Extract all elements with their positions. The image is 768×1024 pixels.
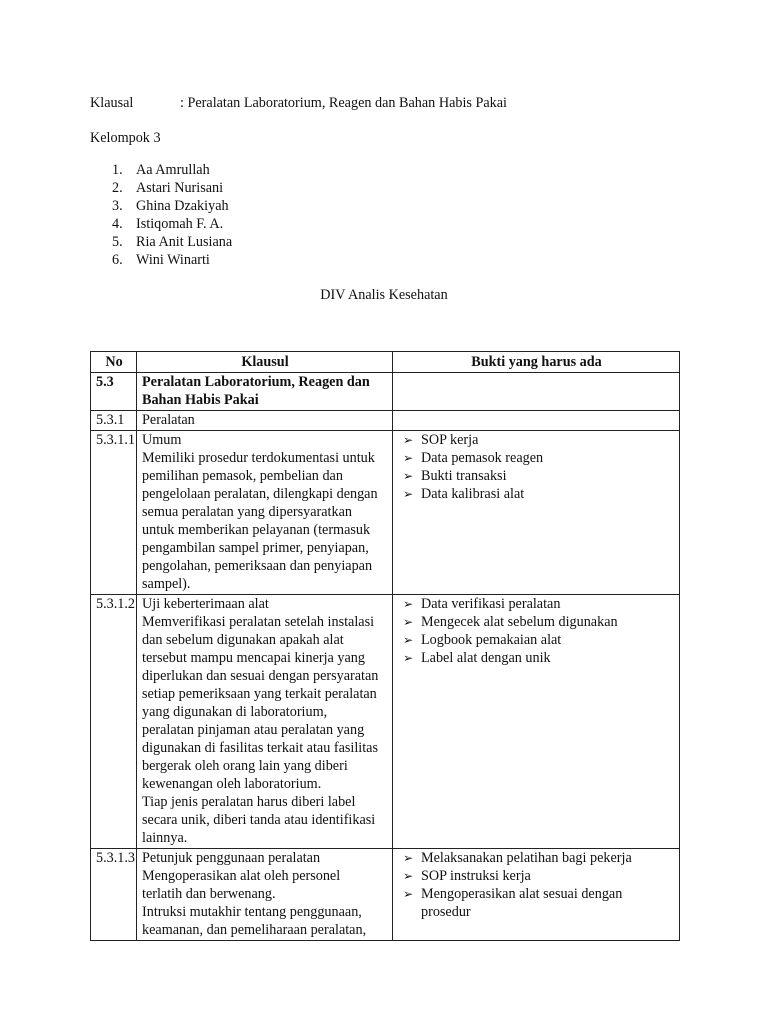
evidence-item: ➢ Mengoperasikan alat sesuai dengan prosedur [398, 885, 675, 921]
list-number: 5. [112, 234, 123, 250]
clause-number: 5.3 [91, 373, 137, 411]
evidence-item: ➢ Data verifikasi peralatan [398, 595, 675, 613]
clause-number: 5.3.1.1 [91, 431, 137, 595]
group-title: Kelompok 3 [90, 130, 161, 146]
table-row [91, 595, 680, 849]
clause-text: Peralatan Laboratorium, Reagen dan Bahan Habis Pakai [137, 373, 393, 411]
member-name: Astari Nurisani [136, 180, 224, 196]
evidence-cell [393, 849, 680, 941]
clause-text: Uji keberterimaan alat Memverifikasi peralatan setelah instalasi dan sebelum digunakan apakah alat tersebut mampu mencapai kinerja yang diperlukan dan sesuai dengan persyaratan setiap pemeriksaan yang terkait peralatan yang digunakan di laboratorium, peralatan pinjaman atau peralatan yang digunakan di fasilitas terkait atau fasilitas bergerak oleh orang lain yang diberi kewenangan oleh laboratorium. Tiap jenis peralatan harus diberi label secara unik, diberi tanda atau identifikasi lainnya. [137, 595, 393, 849]
evidence-item: ➢ Bukti transaksi [398, 467, 675, 485]
evidence-item: ➢ SOP instruksi kerja [398, 867, 675, 885]
klausal-value: : Peralatan Laboratorium, Reagen dan Bahan Habis Pakai [180, 95, 507, 111]
clause-number: 5.3.1 [91, 411, 137, 431]
list-item [112, 161, 232, 179]
clause-number: 5.3.1.3 [91, 849, 137, 941]
member-name: Ghina Dzakiyah [136, 198, 229, 214]
evidence-list [398, 849, 675, 921]
list-item [112, 197, 232, 215]
table-row [91, 373, 680, 411]
member-name: Ria Anit Lusiana [136, 234, 233, 250]
evidence-item: ➢ Mengecek alat sebelum digunakan [398, 613, 675, 631]
klausal-label: Klausal [90, 95, 134, 111]
evidence-item: ➢ Data kalibrasi alat [398, 485, 675, 503]
list-number: 3. [112, 198, 123, 214]
list-item [112, 179, 232, 197]
clause-text: Petunjuk penggunaan peralatan Mengoperasikan alat oleh personel terlatih dan berwenang. Intruksi mutakhir tentang penggunaan, keamanan, dan pemeliharaan peralatan, [137, 849, 393, 941]
table-header-row [91, 352, 680, 373]
list-number: 2. [112, 180, 123, 196]
clause-text: Peralatan [137, 411, 393, 431]
list-item [112, 215, 232, 233]
clause-table [90, 351, 680, 941]
evidence-cell [393, 431, 680, 595]
list-item [112, 251, 232, 269]
evidence-cell [393, 595, 680, 849]
evidence-list [398, 595, 675, 667]
member-list [112, 161, 232, 269]
list-number: 6. [112, 252, 123, 268]
list-item [112, 233, 232, 251]
member-name: Wini Winarti [136, 252, 210, 268]
evidence-item: ➢ Data pemasok reagen [398, 449, 675, 467]
table-body [91, 373, 680, 941]
column-header-klausul: Klausul [137, 352, 393, 373]
clause-number: 5.3.1.2 [91, 595, 137, 849]
evidence-cell [393, 411, 680, 431]
member-name: Istiqomah F. A. [136, 216, 224, 232]
table-row [91, 849, 680, 941]
evidence-item: ➢ Label alat dengan unik [398, 649, 675, 667]
table-row [91, 411, 680, 431]
clause-text: Umum Memiliki prosedur terdokumentasi untuk pemilihan pemasok, pembelian dan pengelolaan peralatan, dilengkapi dengan semua peralatan yang dipersyaratkan untuk memberikan pelayanan (termasuk pengambilan sampel primer, penyiapan, pengolahan, pemeriksaan dan penyiapan sampel). [137, 431, 393, 595]
list-number: 1. [112, 162, 123, 178]
evidence-list [398, 431, 675, 503]
evidence-item: ➢ Melaksanakan pelatihan bagi pekerja [398, 849, 675, 867]
evidence-cell [393, 373, 680, 411]
column-header-bukti: Bukti yang harus ada [393, 352, 680, 373]
document-subtitle: DIV Analis Kesehatan [320, 287, 448, 303]
list-number: 4. [112, 216, 123, 232]
evidence-item: ➢ SOP kerja [398, 431, 675, 449]
member-name: Aa Amrullah [136, 162, 210, 178]
column-header-no: No [91, 352, 137, 373]
table-row [91, 431, 680, 595]
evidence-item: ➢ Logbook pemakaian alat [398, 631, 675, 649]
